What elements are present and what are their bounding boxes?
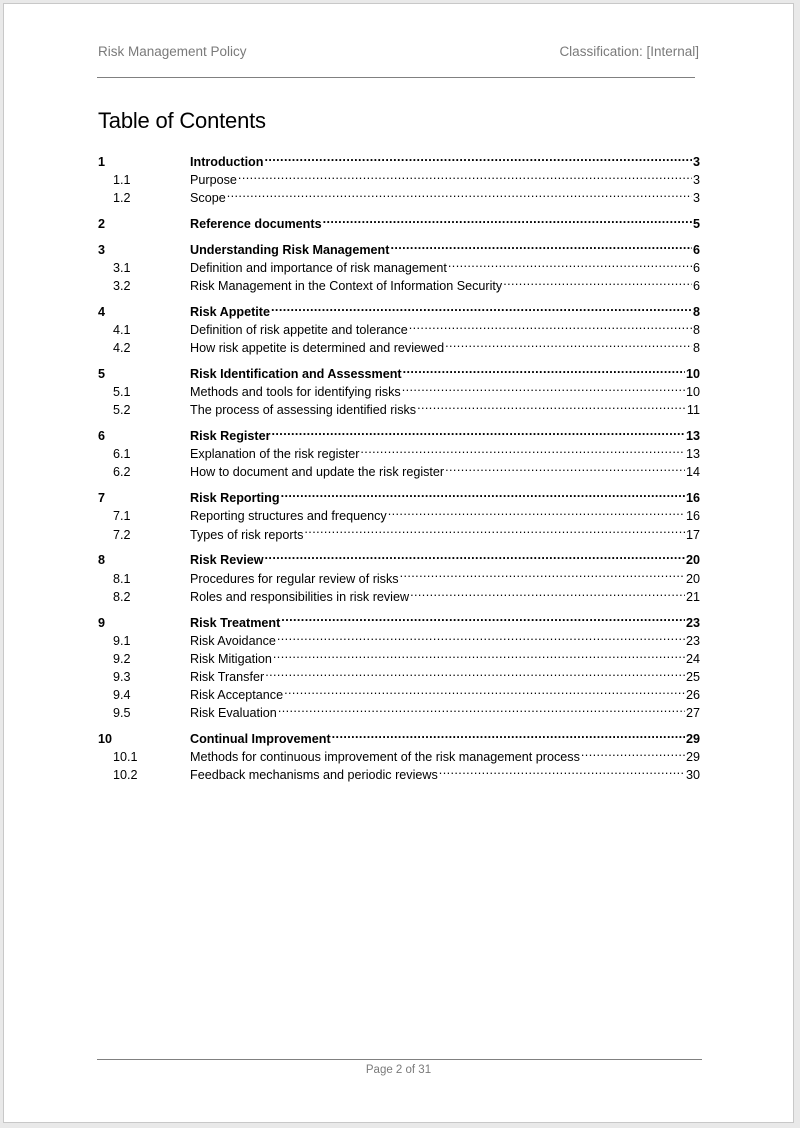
toc-dot-leader (581, 743, 685, 761)
toc-dot-leader (445, 334, 692, 352)
toc-entry-page[interactable]: 13 (685, 429, 700, 444)
toc-dot-leader (388, 502, 685, 520)
toc-dot-leader (410, 583, 685, 601)
toc-entry-number: 9.4 (113, 687, 131, 702)
toc-entry-title[interactable]: Risk Identification and Assessment (190, 367, 402, 382)
toc-entry-page[interactable]: 29 (685, 749, 700, 764)
toc-entry-number: 5.1 (113, 385, 131, 400)
toc-entry-page[interactable]: 16 (685, 509, 700, 524)
toc-entry-section[interactable] (98, 148, 700, 170)
toc-entry-number: 4.1 (113, 323, 131, 338)
toc-entry-page[interactable]: 10 (685, 367, 700, 382)
toc-entry-page[interactable]: 27 (685, 706, 700, 720)
toc-dot-leader (400, 564, 685, 582)
toc-entry-number: 7.2 (113, 527, 131, 542)
toc-dot-leader (332, 725, 685, 743)
toc-entry-number: 1.2 (113, 191, 131, 206)
toc-entry-number: 9.3 (113, 669, 131, 684)
toc-entry-number: 1.1 (113, 173, 131, 188)
toc-entry-number: 6.2 (113, 465, 131, 480)
toc-entry-page[interactable]: 17 (685, 527, 700, 542)
toc-entry-title[interactable]: Introduction (190, 155, 264, 170)
toc-entry-page[interactable]: 10 (685, 385, 700, 400)
toc-entry-title[interactable]: Reporting structures and frequency (190, 509, 387, 524)
toc-entry-number: 7 (98, 491, 106, 506)
toc-dot-leader (503, 272, 692, 290)
toc-dot-leader (284, 681, 685, 699)
toc-entry-page[interactable]: 25 (685, 669, 700, 684)
toc-entry-page[interactable]: 6 (692, 279, 700, 294)
toc-entry-number: 9.2 (113, 651, 131, 666)
toc-entry-page[interactable]: 30 (685, 768, 700, 783)
toc-entry-number: 2 (98, 217, 106, 232)
toc-entry-number: 9.1 (113, 633, 131, 648)
toc-entry-page[interactable]: 29 (685, 731, 700, 746)
toc-dot-leader (265, 546, 685, 564)
toc-entry-page[interactable]: 14 (685, 465, 700, 480)
toc-entry-number: 5 (98, 367, 106, 382)
toc-dot-leader (417, 396, 686, 414)
toc-entry-number: 3.2 (113, 279, 131, 294)
toc-entry-section[interactable] (98, 422, 700, 444)
toc-entry-title[interactable]: Risk Appetite (190, 305, 271, 320)
toc-entry-section[interactable] (98, 298, 700, 320)
toc-dot-leader (409, 316, 692, 334)
toc-entry-title[interactable]: How to document and update the risk register (190, 465, 445, 480)
document-page (3, 3, 794, 1123)
toc-dot-leader (448, 254, 692, 272)
toc-entry-page[interactable]: 6 (692, 243, 700, 258)
toc-entry-number: 4 (98, 305, 106, 320)
toc-dot-leader (403, 360, 685, 378)
toc-entry-section[interactable] (98, 608, 700, 630)
toc-entry-page[interactable]: 8 (692, 341, 700, 356)
toc-dot-leader (265, 663, 685, 681)
toc-dot-leader (264, 148, 692, 166)
toc-entry-number: 9 (98, 615, 106, 630)
toc-entry-page[interactable]: 8 (692, 323, 700, 338)
toc-dot-leader (360, 440, 685, 458)
toc-dot-leader (272, 422, 685, 440)
toc-dot-leader (278, 699, 685, 717)
toc-entry-page[interactable]: 21 (685, 589, 700, 604)
toc-entry-title[interactable]: Risk Reporting (190, 491, 280, 506)
toc-entry-section[interactable] (98, 360, 700, 382)
toc-entry-page[interactable]: 13 (685, 447, 700, 462)
toc-entry-number: 8.2 (113, 589, 131, 604)
toc-entry-title[interactable]: Understanding Risk Management (190, 243, 390, 258)
toc-entry-page[interactable]: 3 (692, 173, 700, 188)
toc-entry-page[interactable]: 3 (692, 155, 700, 170)
toc-entry-number: 8 (98, 553, 106, 568)
toc-dot-leader (238, 166, 692, 184)
header-classification: Classification: [Internal] (559, 44, 699, 59)
toc-entry-title[interactable]: Risk Review (190, 553, 264, 568)
toc-entry-number: 7.1 (113, 509, 131, 524)
toc-entry-title[interactable]: Risk Treatment (190, 615, 281, 630)
toc-dot-leader (304, 520, 685, 538)
toc-entry-title[interactable]: Reference documents (190, 217, 322, 232)
toc-dot-leader (281, 608, 685, 626)
toc-entry-title[interactable]: Definition of risk appetite and tolerance (190, 323, 408, 338)
toc-entry-section[interactable] (98, 546, 700, 568)
toc-entry-title[interactable]: Purpose (190, 173, 237, 188)
toc-entry-page[interactable]: 20 (685, 571, 700, 586)
toc-entry-page[interactable]: 3 (692, 191, 700, 206)
toc-entry-title[interactable]: Methods and tools for identifying risks (190, 385, 401, 400)
footer-divider (97, 1059, 702, 1060)
toc-dot-leader (227, 184, 692, 202)
toc-dot-leader (281, 484, 685, 502)
footer-page-number: Page 2 of 31 (365, 1064, 432, 1076)
toc-dot-leader (445, 458, 685, 476)
toc-entry-section[interactable] (98, 210, 700, 232)
toc-entry-title[interactable]: Types of risk reports (190, 527, 304, 542)
toc-entry-number: 3.1 (113, 261, 131, 276)
toc-entry-title[interactable]: The process of assessing identified risks (190, 403, 417, 418)
toc-entry-title[interactable]: How risk appetite is determined and reviewed (190, 341, 445, 356)
toc-entry-title[interactable]: Explanation of the risk register (190, 447, 360, 462)
toc-entry-number: 10.1 (113, 749, 138, 764)
toc-entry-page[interactable]: 8 (692, 305, 700, 320)
toc-entry-page[interactable]: 20 (685, 553, 700, 568)
toc-entry-number: 10.2 (113, 768, 138, 783)
toc-entry-section[interactable] (98, 725, 700, 746)
toc-entry-title[interactable]: Roles and responsibilities in risk review (190, 589, 410, 604)
toc-entry-title[interactable]: Risk Avoidance (190, 633, 276, 648)
header-document-title: Risk Management Policy (98, 44, 247, 59)
toc-entry-number: 10 (98, 731, 113, 746)
toc-entry-title[interactable]: Feedback mechanisms and periodic reviews (190, 768, 438, 783)
toc-entry-page[interactable]: 6 (692, 261, 700, 276)
toc-dot-leader (273, 645, 685, 663)
toc-entry-title[interactable]: Continual Improvement (190, 731, 331, 746)
toc-entry-number: 6.1 (113, 447, 131, 462)
toc-entry-page[interactable]: 23 (685, 633, 700, 648)
toc-dot-leader (402, 378, 685, 396)
toc-entry-title[interactable]: Procedures for regular review of risks (190, 571, 399, 586)
toc-entry-page[interactable]: 23 (685, 615, 700, 630)
toc-heading: Table of Contents (98, 108, 266, 133)
toc-entry-title[interactable]: Risk Mitigation (190, 651, 272, 666)
toc-dot-leader (277, 627, 685, 645)
toc-entry-page[interactable]: 24 (685, 651, 700, 666)
toc-entry-page[interactable]: 16 (685, 491, 700, 506)
toc-entry-page[interactable]: 11 (686, 403, 700, 418)
toc-dot-leader (271, 298, 692, 316)
toc-entry-page[interactable]: 26 (685, 687, 700, 702)
toc-dot-leader (323, 210, 692, 228)
toc-entry-title[interactable]: Risk Evaluation (190, 706, 277, 720)
toc-entry-title[interactable]: Risk Management in the Context of Information Security (190, 279, 503, 294)
toc-dot-leader (390, 236, 692, 254)
toc-entry-number: 6 (98, 429, 106, 444)
toc-entry-number: 8.1 (113, 571, 131, 586)
toc-entry-number: 9.5 (113, 706, 131, 720)
table-of-contents (98, 148, 700, 783)
toc-entry-number: 4.2 (113, 341, 131, 356)
toc-entry-title[interactable]: Risk Register (190, 429, 271, 444)
toc-entry-section[interactable] (98, 236, 700, 258)
toc-dot-leader (439, 761, 685, 779)
toc-entry-section[interactable] (98, 484, 700, 506)
toc-entry-title[interactable]: Methods for continuous improvement of the risk management process (190, 749, 580, 764)
toc-entry-number: 3 (98, 243, 106, 258)
toc-entry-page[interactable]: 5 (692, 217, 700, 232)
toc-entry-number: 5.2 (113, 403, 131, 418)
toc-entry-title[interactable]: Scope (190, 191, 226, 206)
header-divider (97, 77, 695, 78)
toc-entry-title[interactable]: Risk Acceptance (190, 687, 284, 702)
toc-entry-title[interactable]: Definition and importance of risk management (190, 261, 447, 276)
toc-entry-title[interactable]: Risk Transfer (190, 669, 265, 684)
toc-entry-number: 1 (98, 155, 106, 170)
